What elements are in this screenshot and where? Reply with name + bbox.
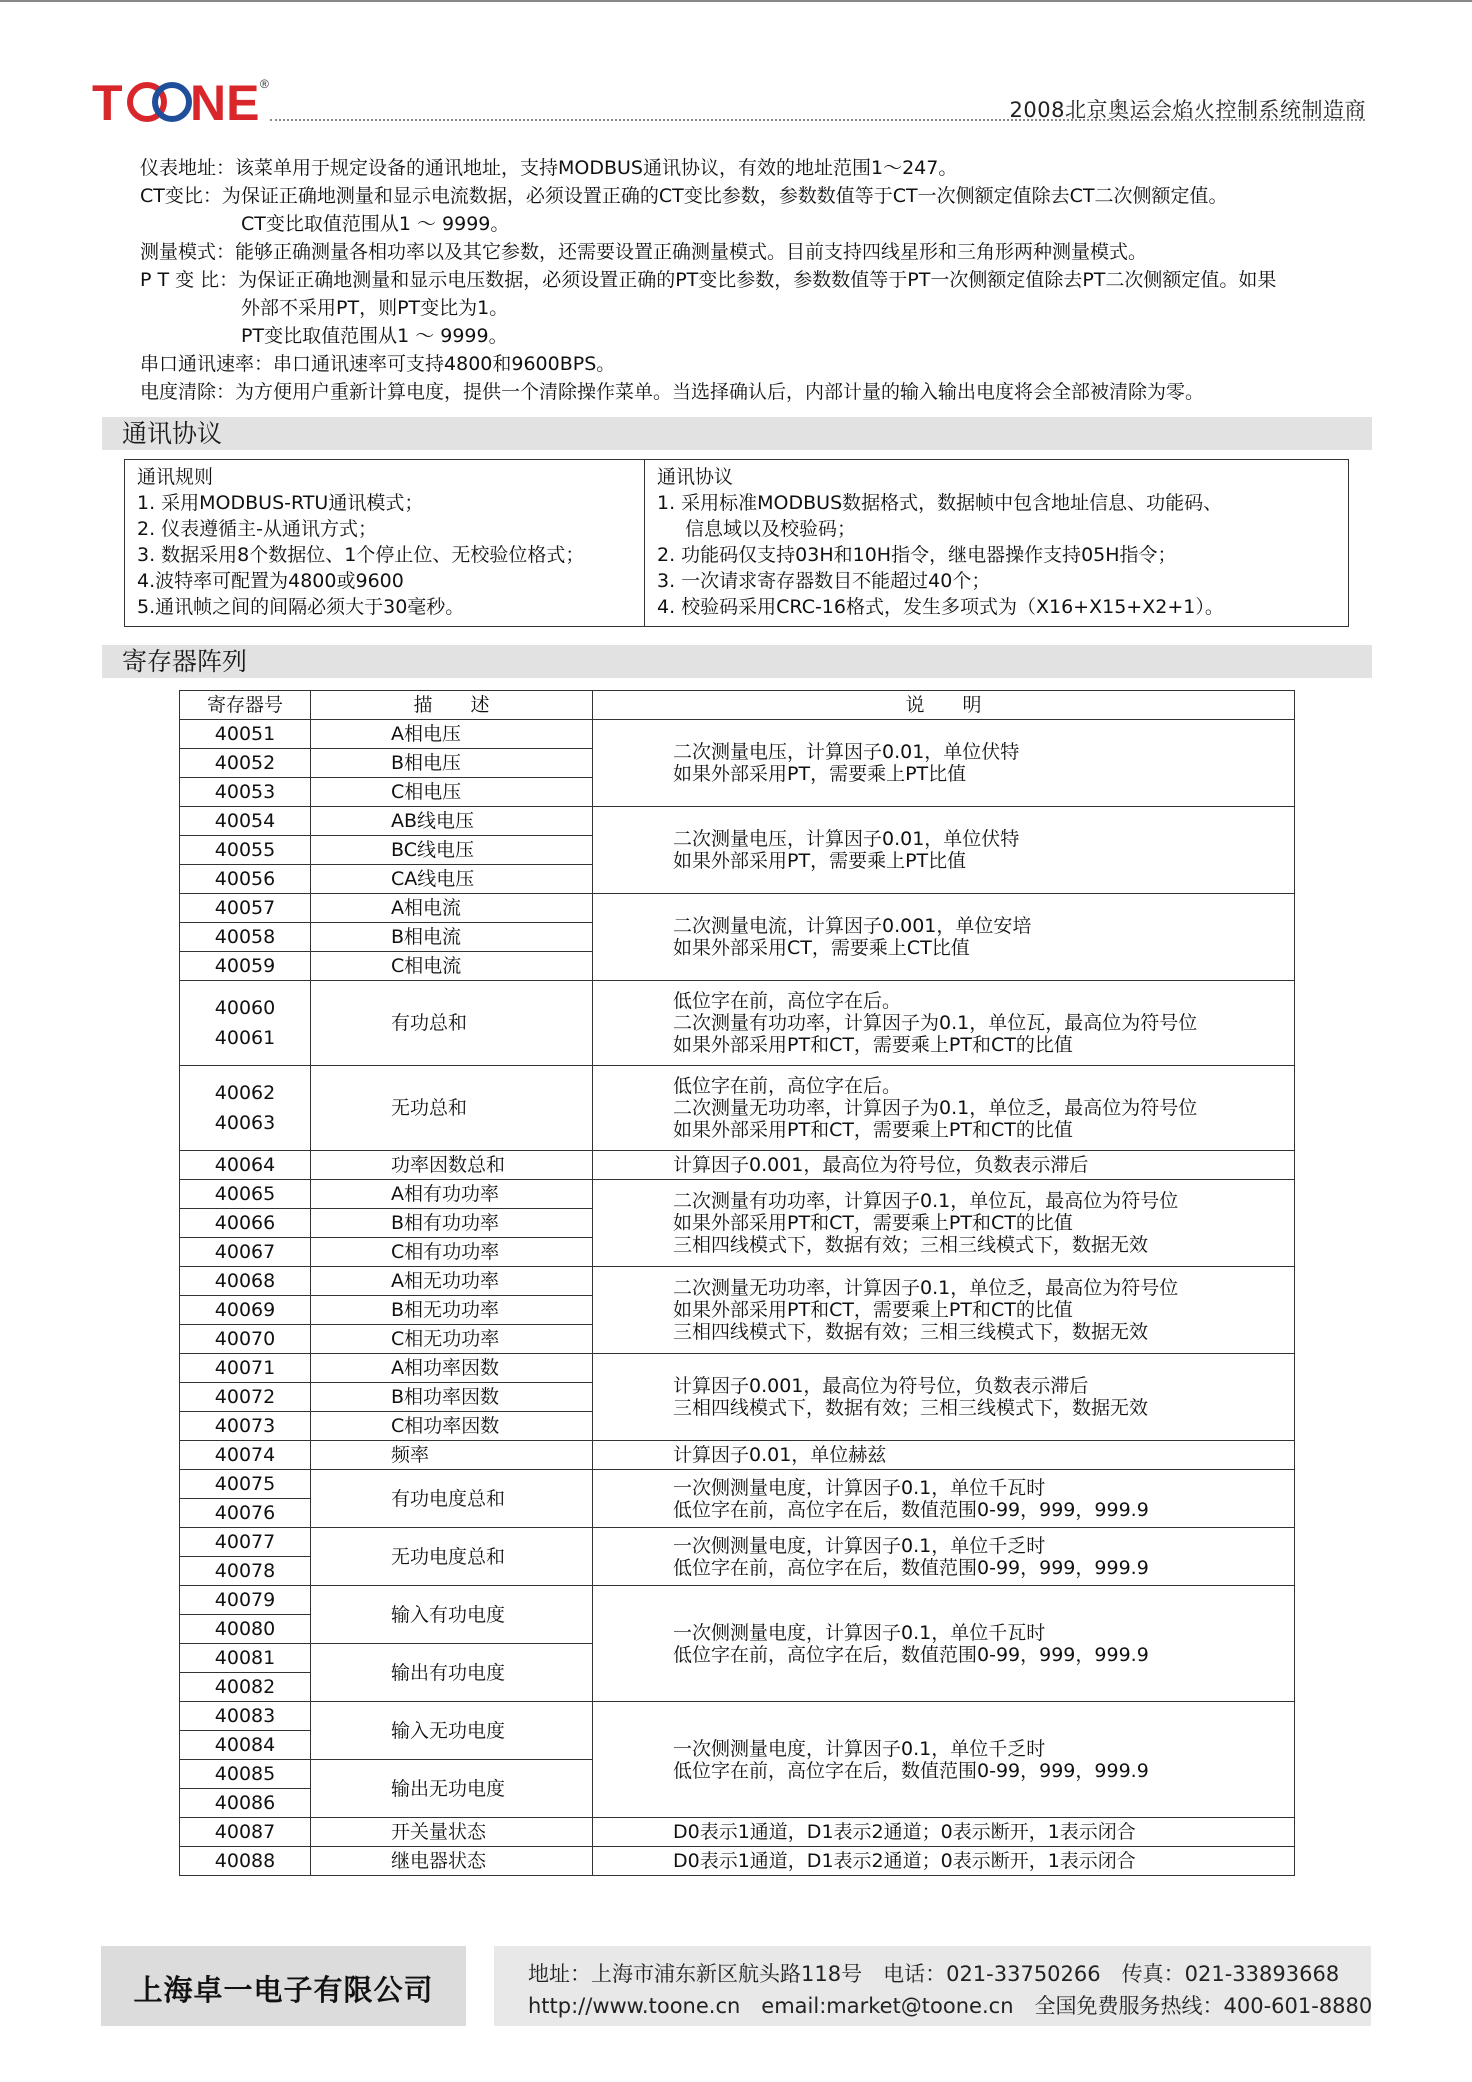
- register-number: 40079: [180, 1586, 311, 1615]
- table-row: [180, 1354, 1295, 1383]
- register-number: 40053: [180, 778, 311, 807]
- header-tagline: 2008北京奥运会焰火控制系统制造商: [1009, 98, 1366, 122]
- explanation-line: 计算因子0.001，最高位为符号位，负数表示滞后: [673, 1154, 1089, 1176]
- param-term: 仪表地址：: [140, 157, 236, 179]
- register-description: B相有功功率: [311, 1209, 593, 1238]
- comm-rule-item: 5.通讯帧之间的间隔必须大于30毫秒。: [137, 596, 465, 618]
- table-header-row: [180, 691, 1295, 720]
- comm-protocol-item: 信息域以及校验码；: [685, 518, 857, 540]
- param-term: 测量模式：: [140, 241, 236, 263]
- table-row: [180, 1586, 1295, 1615]
- register-description: 功率因数总和: [311, 1151, 593, 1180]
- param-energy-clear: [140, 378, 1340, 406]
- explanation-line: 低位字在前，高位字在后，数值范围0-99，999，999.9: [673, 1759, 1149, 1782]
- svg-text:T: T: [92, 75, 123, 126]
- table-row: [180, 1818, 1295, 1847]
- register-number: 40067: [180, 1238, 311, 1267]
- comm-rule-item: 1. 采用MODBUS-RTU通讯模式；: [137, 492, 424, 514]
- comm-rule-item: 2. 仪表遵循主-从通讯方式；: [137, 518, 378, 540]
- comm-rule-item: 3. 数据采用8个数据位、1个停止位、无校验位格式；: [137, 544, 585, 566]
- register-description: B相无功功率: [311, 1296, 593, 1325]
- register-description: 无功总和: [311, 1066, 593, 1151]
- protocol-box: [124, 459, 1349, 627]
- register-description: A相电压: [311, 720, 593, 749]
- explanation-line: 如果外部采用PT和CT，需要乘上PT和CT的比值: [673, 1034, 1073, 1056]
- footer-contact-box: [494, 1946, 1371, 2026]
- register-number: 40088: [180, 1847, 311, 1876]
- explanation-line: D0表示1通道，D1表示2通道；0表示断开，1表示闭合: [673, 1821, 1136, 1843]
- register-number: 40086: [180, 1789, 311, 1818]
- explanation-line: 如果外部采用PT，需要乘上PT比值: [673, 850, 967, 872]
- footer-web-line: http://www.toone.cn email:market@toone.cn 全国免费服务热线：400-601-8880: [528, 1994, 1373, 2018]
- comm-protocol-item: 4. 校验码采用CRC-16格式，发生多项式为（X16+X15+X2+1）。: [657, 596, 1224, 618]
- register-number: 40084: [180, 1731, 311, 1760]
- explanation-line: 低位字在前，高位字在后。: [673, 1075, 902, 1097]
- explanation-line: 一次侧测量电度，计算因子0.1，单位千乏时: [673, 1737, 1046, 1760]
- register-number: 40080: [180, 1615, 311, 1644]
- register-number: 40085: [180, 1760, 311, 1789]
- param-continuation: PT变比取值范围从1 ～ 9999。: [241, 325, 508, 347]
- table-row: [180, 1702, 1295, 1731]
- register-number: 40081: [180, 1644, 311, 1673]
- register-number: 40074: [180, 1441, 311, 1470]
- explanation-line: 如果外部采用PT和CT，需要乘上PT和CT的比值: [673, 1299, 1073, 1321]
- intro-parameters: [140, 154, 1340, 406]
- explanation-line: 二次测量电压，计算因子0.01，单位伏特: [673, 741, 1020, 763]
- register-number: 40077: [180, 1528, 311, 1557]
- register-number: 40055: [180, 836, 311, 865]
- register-number: 40076: [180, 1499, 311, 1528]
- register-explanation: [593, 1528, 1295, 1586]
- param-text: 该菜单用于规定设备的通讯地址，支持MODBUS通讯协议，有效的地址范围1～247。: [235, 157, 958, 179]
- comm-protocol-item: 1. 采用标准MODBUS数据格式，数据帧中包含地址信息、功能码、: [657, 492, 1223, 514]
- explanation-line: 如果外部采用CT，需要乘上CT比值: [673, 937, 970, 959]
- register-description: CA线电压: [311, 865, 593, 894]
- table-row: [180, 1528, 1295, 1557]
- register-explanation: [593, 894, 1295, 981]
- svg-text:NE: NE: [190, 75, 260, 126]
- register-description: 开关量状态: [311, 1818, 593, 1847]
- explanation-line: 低位字在前，高位字在后。: [673, 990, 902, 1012]
- register-number: 40064: [180, 1151, 311, 1180]
- register-explanation: [593, 1441, 1295, 1470]
- register-explanation: [593, 981, 1295, 1066]
- param-term: CT变比：: [140, 185, 222, 207]
- register-description: C相无功功率: [311, 1325, 593, 1354]
- comm-protocol-column: [645, 460, 1348, 626]
- register-explanation: [593, 1586, 1295, 1702]
- register-number: 40058: [180, 923, 311, 952]
- explanation-line: 如果外部采用PT和CT，需要乘上PT和CT的比值: [673, 1119, 1073, 1141]
- comm-protocol-title: 通讯协议: [657, 466, 734, 488]
- top-border-line: [0, 0, 1472, 2]
- register-explanation: [593, 1354, 1295, 1441]
- footer-company-box: [101, 1946, 466, 2026]
- param-continuation: CT变比取值范围从1 ～ 9999。: [241, 213, 510, 235]
- table-row: [180, 720, 1295, 749]
- register-number: 40082: [180, 1673, 311, 1702]
- register-number-line: 40063: [214, 1112, 276, 1134]
- register-number: 40078: [180, 1557, 311, 1586]
- register-explanation: [593, 1151, 1295, 1180]
- param-text: 串口通讯速率可支持4800和9600BPS。: [273, 353, 616, 375]
- register-description: BC线电压: [311, 836, 593, 865]
- register-number: 40083: [180, 1702, 311, 1731]
- register-number: [180, 1066, 311, 1151]
- register-explanation: [593, 1818, 1295, 1847]
- register-number: 40066: [180, 1209, 311, 1238]
- svg-text:®: ®: [260, 77, 269, 91]
- register-number: 40072: [180, 1383, 311, 1412]
- explanation-line: 三相四线模式下，数据有效；三相三线模式下，数据无效: [673, 1321, 1149, 1343]
- register-description: 频率: [311, 1441, 593, 1470]
- section-title: 通讯协议: [122, 419, 223, 448]
- register-description: 继电器状态: [311, 1847, 593, 1876]
- register-description: A相无功功率: [311, 1267, 593, 1296]
- section-title: 寄存器阵列: [122, 647, 248, 676]
- register-description: 输入有功电度: [311, 1586, 593, 1644]
- register-number: 40065: [180, 1180, 311, 1209]
- register-explanation: [593, 1470, 1295, 1528]
- explanation-line: 二次测量电流，计算因子0.001，单位安培: [673, 915, 1032, 937]
- register-description: B相电压: [311, 749, 593, 778]
- param-text: 能够正确测量各相功率以及其它参数，还需要设置正确测量模式。目前支持四线星形和三角形两种测量模式。: [235, 241, 1148, 263]
- register-explanation: [593, 1066, 1295, 1151]
- footer-company-name: 上海卓一电子有限公司: [133, 1973, 434, 2007]
- toone-logo: [92, 74, 282, 126]
- col-header-explanation: 说 明: [593, 691, 1295, 720]
- explanation-line: D0表示1通道，D1表示2通道；0表示断开，1表示闭合: [673, 1850, 1136, 1872]
- register-explanation: [593, 720, 1295, 807]
- section-header-protocol: [102, 417, 1372, 450]
- register-number: 40057: [180, 894, 311, 923]
- comm-rules-title: 通讯规则: [137, 466, 214, 488]
- register-description: C相功率因数: [311, 1412, 593, 1441]
- register-description: 输出有功电度: [311, 1644, 593, 1702]
- param-text: 为保证正确地测量和显示电压数据，必须设置正确的PT变比参数，参数数值等于PT一次侧额定值除去PT二次侧额定值。如果: [238, 269, 1277, 291]
- explanation-line: 低位字在前，高位字在后，数值范围0-99，999，999.9: [673, 1643, 1149, 1666]
- explanation-line: 低位字在前，高位字在后，数值范围0-99，999，999.9: [673, 1498, 1149, 1521]
- register-number: [180, 981, 311, 1066]
- col-header-register: 寄存器号: [180, 691, 311, 720]
- register-description: C相有功功率: [311, 1238, 593, 1267]
- explanation-line: 一次侧测量电度，计算因子0.1，单位千瓦时: [673, 1621, 1046, 1644]
- param-ct-ratio: [140, 182, 1340, 238]
- register-description: 有功电度总和: [311, 1470, 593, 1528]
- table-row: [180, 1847, 1295, 1876]
- explanation-line: 计算因子0.01，单位赫兹: [673, 1444, 887, 1466]
- param-term: P T 变 比：: [140, 269, 239, 291]
- register-number: 40059: [180, 952, 311, 981]
- table-row: [180, 894, 1295, 923]
- param-term: 串口通讯速率：: [140, 353, 274, 375]
- table-row: [180, 1441, 1295, 1470]
- comm-rules-column: [125, 460, 645, 626]
- table-row: [180, 1151, 1295, 1180]
- register-table: [179, 690, 1295, 1876]
- register-number: 40070: [180, 1325, 311, 1354]
- register-explanation: [593, 1180, 1295, 1267]
- explanation-line: 二次测量无功功率，计算因子为0.1，单位乏，最高位为符号位: [673, 1097, 1198, 1119]
- comm-rule-item: 4.波特率可配置为4800或9600: [137, 570, 404, 592]
- register-explanation: [593, 1847, 1295, 1876]
- register-explanation: [593, 1702, 1295, 1818]
- register-number-line: 40060: [214, 997, 276, 1019]
- table-row: [180, 1267, 1295, 1296]
- register-description: AB线电压: [311, 807, 593, 836]
- param-continuation: 外部不采用PT，则PT变比为1。: [241, 297, 509, 319]
- register-description: B相电流: [311, 923, 593, 952]
- register-number: 40056: [180, 865, 311, 894]
- explanation-line: 低位字在前，高位字在后，数值范围0-99，999，999.9: [673, 1556, 1149, 1579]
- register-number: 40071: [180, 1354, 311, 1383]
- register-description: 输入无功电度: [311, 1702, 593, 1760]
- explanation-line: 三相四线模式下，数据有效；三相三线模式下，数据无效: [673, 1397, 1149, 1419]
- register-number: 40051: [180, 720, 311, 749]
- register-description: A相功率因数: [311, 1354, 593, 1383]
- register-number: 40052: [180, 749, 311, 778]
- explanation-line: 计算因子0.001，最高位为符号位，负数表示滞后: [673, 1375, 1089, 1397]
- explanation-line: 二次测量有功功率，计算因子为0.1，单位瓦，最高位为符号位: [673, 1012, 1198, 1034]
- register-description: C相电压: [311, 778, 593, 807]
- comm-protocol-item: 2. 功能码仅支持03H和10H指令，继电器操作支持05H指令；: [657, 544, 1177, 566]
- param-address: [140, 154, 1340, 182]
- explanation-line: 二次测量无功功率，计算因子0.1，单位乏，最高位为符号位: [673, 1277, 1179, 1299]
- register-number-line: 40061: [214, 1027, 276, 1049]
- register-number: 40068: [180, 1267, 311, 1296]
- param-pt-ratio: [140, 266, 1340, 350]
- table-row: [180, 1470, 1295, 1499]
- footer-address-line: 地址：上海市浦东新区航头路118号 电话：021-33750266 传真：021-33893668: [528, 1962, 1340, 1986]
- register-explanation: [593, 807, 1295, 894]
- explanation-line: 一次侧测量电度，计算因子0.1，单位千瓦时: [673, 1476, 1046, 1499]
- register-description: B相功率因数: [311, 1383, 593, 1412]
- register-number-line: 40062: [214, 1082, 276, 1104]
- toone-logo-icon: [92, 74, 282, 126]
- param-measure-mode: [140, 238, 1340, 266]
- explanation-line: 如果外部采用PT，需要乘上PT比值: [673, 763, 967, 785]
- register-description: 有功总和: [311, 981, 593, 1066]
- register-number: 40054: [180, 807, 311, 836]
- param-text: 为方便用户重新计算电度，提供一个清除操作菜单。当选择确认后，内部计量的输入输出电度将会全部被清除为零。: [235, 381, 1205, 403]
- col-header-description: 描 述: [311, 691, 593, 720]
- register-number: 40087: [180, 1818, 311, 1847]
- explanation-line: 二次测量有功功率，计算因子0.1，单位瓦，最高位为符号位: [673, 1190, 1179, 1212]
- explanation-line: 如果外部采用PT和CT，需要乘上PT和CT的比值: [673, 1212, 1073, 1234]
- table-row: [180, 807, 1295, 836]
- register-description: A相有功功率: [311, 1180, 593, 1209]
- register-description: C相电流: [311, 952, 593, 981]
- register-description: 无功电度总和: [311, 1528, 593, 1586]
- register-number: 40073: [180, 1412, 311, 1441]
- param-baud-rate: [140, 350, 1340, 378]
- explanation-line: 三相四线模式下，数据有效；三相三线模式下，数据无效: [673, 1234, 1149, 1256]
- table-row: [180, 1180, 1295, 1209]
- param-term: 电度清除：: [140, 381, 236, 403]
- register-description: 输出无功电度: [311, 1760, 593, 1818]
- comm-protocol-item: 3. 一次请求寄存器数目不能超过40个；: [657, 570, 991, 592]
- explanation-line: 二次测量电压，计算因子0.01，单位伏特: [673, 828, 1020, 850]
- register-number: 40075: [180, 1470, 311, 1499]
- explanation-line: 一次侧测量电度，计算因子0.1，单位千乏时: [673, 1534, 1046, 1557]
- section-header-registers: [102, 645, 1372, 678]
- param-text: 为保证正确地测量和显示电流数据，必须设置正确的CT变比参数，参数数值等于CT一次侧额定值除去CT二次侧额定值。: [221, 185, 1228, 207]
- register-description: A相电流: [311, 894, 593, 923]
- register-number: 40069: [180, 1296, 311, 1325]
- register-explanation: [593, 1267, 1295, 1354]
